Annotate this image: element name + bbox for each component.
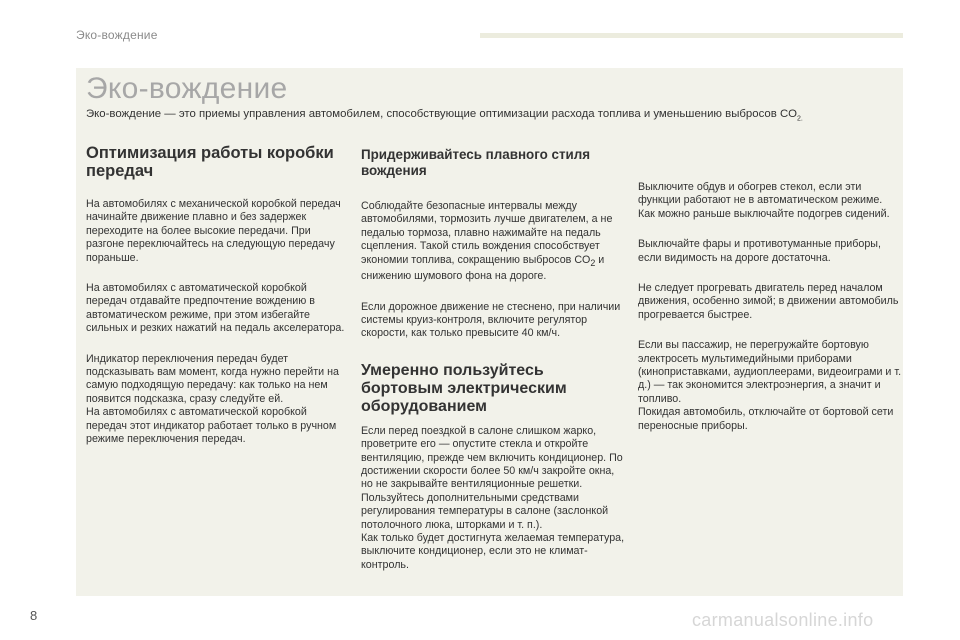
paragraph: Выключайте фары и противотуманные приборы, если видимость на дороге достаточна. xyxy=(638,238,881,264)
paragraph: Если дорожное движение не стеснено, при наличии системы круиз-контроля, включите регулятор скорости, как только превысите 40 км/ч. xyxy=(361,300,621,340)
intro-subscript: 2. xyxy=(797,115,803,123)
paragraph: На автомобилях с автоматической коробкой передач отдавайте предпочтение вождению в автоматическом режиме, при этом избегайте сильных и резких нажатий на педаль акселератора. xyxy=(86,282,345,335)
co2-subscript: 2 xyxy=(590,257,596,268)
column-gearbox xyxy=(86,144,348,464)
paragraph: Как только будет достигнута желаемая температура, выключите кондиционер, если это не климат-контроль. xyxy=(361,532,625,571)
running-title: Эко-вождение xyxy=(76,28,158,42)
intro-body: Эко-вождение — это приемы управления автомобилем, способствующие оптимизации расхода топлива и уменьшению выбросов CO xyxy=(86,108,798,120)
heading-smooth-driving: Придерживайтесь плавного стиля вождения xyxy=(361,147,591,178)
paragraph: Если перед поездкой в салоне слишком жарко, проветрите его — опустите стекла и откройте вентиляцию, прежде чем включить кондиционер. По достижении скорости более 50 км/ч закройте окна, но не закрывайте вентиляционные решетки. Пользуйтесь дополнительными средствами регулирования температуры в салоне (заслонкой потолочного люка, шторками и т. п.). xyxy=(361,424,623,531)
page-title: Эко-вождение xyxy=(86,72,288,105)
paragraph: Выключите обдув и обогрев стекол, если эти функции работают не в автоматическом режиме. Как можно раньше выключайте подогрев сидений. xyxy=(638,181,890,220)
paragraph: Если вы пассажир, не перегружайте бортовую электросеть мультимедийными приборами (киноприставками, аудиоплеерами, видеоиграми и т. д.) — так экономится электроэнергия, а значит и топливо. xyxy=(638,339,902,405)
paragraph: Не следует прогревать двигатель перед началом движения, особенно зимой; в движении автомобиль прогревается быстрее. xyxy=(638,282,899,321)
paragraph-text: Соблюдайте безопасные интервалы между автомобилями, тормозить лучше двигателем, а не педалью тормоза, плавно нажимайте на педаль сцепления. Такой стиль вождения способствует экономии топлива, сокращению выбросов CO xyxy=(361,200,613,266)
paragraph: На автомобилях с автоматической коробкой передач этот индикатор работает только в ручном режиме переключения передач. xyxy=(86,406,337,446)
paragraph: Индикатор переключения передач будет подсказывать вам момент, когда нужно перейти на самую подходящую передачу: как только на нем появится подсказка, сразу следуйте ей. xyxy=(86,352,339,405)
header-rule xyxy=(480,33,903,38)
paragraph: Покидая автомобиль, отключайте от бортовой сети переносные приборы. xyxy=(638,406,894,432)
heading-gearbox: Оптимизация работы коробки передач xyxy=(86,144,334,180)
paragraph: На автомобилях с механической коробкой передач начинайте движение плавно и без задержек переходите на более высокие передачи. При разгоне переключайтесь на следующую передачу пораньше. xyxy=(86,198,341,264)
watermark: carmanualsonline.info xyxy=(692,610,874,630)
heading-electrical-equipment: Умеренно пользуйтесь бортовым электрическим оборудованием xyxy=(361,361,567,415)
column-tips xyxy=(638,181,902,450)
column-driving-style xyxy=(361,147,627,589)
paragraph-text: и снижению шумового фона на дороге. xyxy=(361,253,605,283)
intro-text xyxy=(86,107,886,126)
paragraph xyxy=(361,200,627,284)
page-number: 8 xyxy=(30,608,38,623)
